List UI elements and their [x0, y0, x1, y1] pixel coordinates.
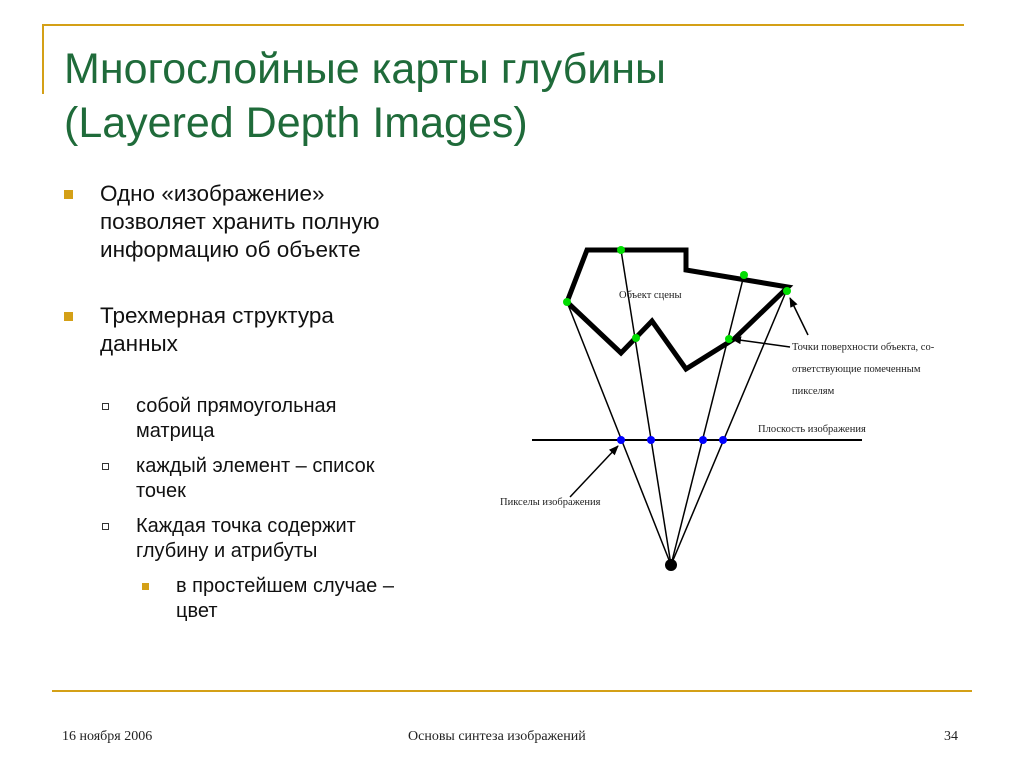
pixel-point: [647, 436, 655, 444]
label-image-plane: Плоскость изображения: [758, 424, 866, 435]
title-line-1: Многослойные карты глубины: [64, 45, 666, 93]
footer-rule: [52, 690, 972, 692]
scene-object-outline: [567, 250, 788, 369]
label-surface-points-1: Точки поверхности объекта, со-: [792, 342, 935, 353]
pixel-point: [617, 436, 625, 444]
bullet-item: [64, 302, 464, 358]
layered-depth-diagram: [490, 235, 990, 585]
bullet-text-line: информацию об объекте: [100, 237, 361, 262]
title-line-2: (Layered Depth Images): [64, 99, 528, 147]
bullet-text-line: цвет: [176, 600, 218, 622]
arrow-to-pixel: [570, 446, 618, 497]
bullet-list: [64, 180, 464, 624]
sub-bullet-item: [64, 394, 464, 444]
surface-point: [740, 271, 748, 279]
bullet-text-line: в простейшем случае –: [176, 575, 394, 597]
footer-page-number: 34: [944, 729, 958, 744]
frame-left-rule: [42, 24, 44, 94]
slide-title: [64, 42, 944, 150]
square-bullet-icon: [64, 312, 73, 321]
hollow-square-bullet-icon: [102, 523, 109, 530]
footer-course: Основы синтеза изображений: [408, 729, 586, 744]
surface-point: [632, 334, 640, 342]
surface-point: [617, 246, 625, 254]
bullet-text-line: Каждая точка содержит: [136, 515, 356, 537]
footer-date: 16 ноября 2006: [62, 729, 153, 744]
sub-bullet-item: [64, 514, 464, 564]
bullet-text-line: данных: [100, 331, 178, 356]
ray-line: [567, 302, 671, 565]
surface-point: [563, 298, 571, 306]
surface-point: [725, 335, 733, 343]
viewpoint-dot: [665, 559, 677, 571]
pixel-point: [719, 436, 727, 444]
bullet-text-line: Трехмерная структура: [100, 303, 334, 328]
bullet-text-line: матрица: [136, 420, 215, 442]
bullet-text-line: позволяет хранить полную: [100, 209, 380, 234]
sub-sub-bullet-item: [64, 574, 464, 624]
square-bullet-icon: [142, 583, 149, 590]
bullet-text-line: глубину и атрибуты: [136, 540, 318, 562]
hollow-square-bullet-icon: [102, 403, 109, 410]
arrow-to-surface-point: [732, 339, 790, 347]
label-scene-object: Объект сцены: [619, 290, 682, 301]
sub-bullet-item: [64, 454, 464, 504]
label-image-pixels: Пикселы изображения: [500, 497, 601, 508]
frame-top-rule: [42, 24, 964, 26]
label-surface-points-3: пикселям: [792, 386, 835, 397]
bullet-text-line: каждый элемент – список: [136, 455, 375, 477]
hollow-square-bullet-icon: [102, 463, 109, 470]
bullet-text-line: собой прямоугольная: [136, 395, 337, 417]
pixel-point: [699, 436, 707, 444]
surface-point: [783, 287, 791, 295]
square-bullet-icon: [64, 190, 73, 199]
bullet-item: [64, 180, 464, 264]
arrow-to-surface-point: [790, 298, 808, 335]
bullet-text-line: Одно «изображение»: [100, 181, 325, 206]
bullet-text-line: точек: [136, 480, 186, 502]
label-surface-points-2: ответствующие помеченным: [792, 364, 921, 375]
ray-line: [671, 275, 744, 565]
